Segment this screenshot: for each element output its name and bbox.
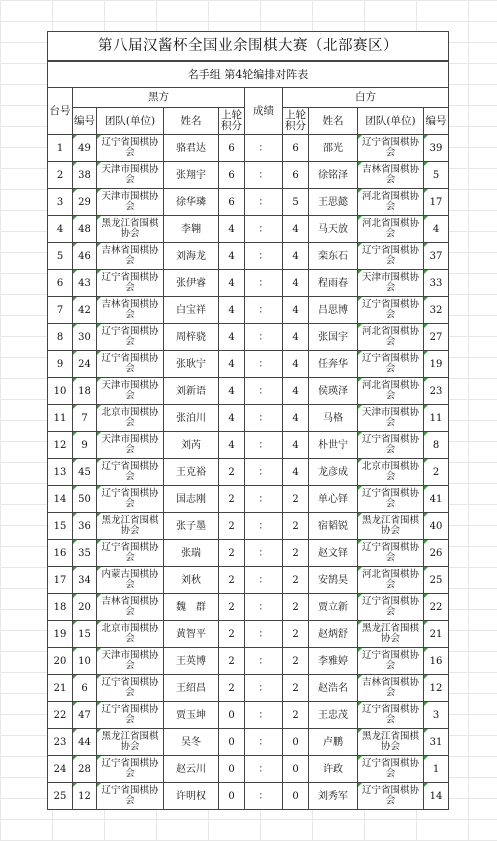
white-prev-score-cell: 2 [283, 513, 309, 540]
black-prev-score-cell: 2 [219, 486, 245, 513]
table-no-cell: 23 [48, 729, 73, 756]
black-prev-score-cell: 2 [219, 513, 245, 540]
white-prev-score-cell: 2 [283, 567, 309, 594]
result-cell: ： [245, 162, 283, 189]
table-no-cell: 20 [48, 648, 73, 675]
table-row [48, 486, 449, 513]
table-row [48, 459, 449, 486]
table-no-cell: 15 [48, 513, 73, 540]
black-name-cell: 白宝祥 [164, 297, 219, 324]
table-no-cell: 16 [48, 540, 73, 567]
white-prev-score-cell: 6 [283, 162, 309, 189]
table-row [48, 513, 449, 540]
table-row [48, 756, 449, 783]
black-number-cell: 45 [73, 459, 97, 486]
table-row [48, 162, 449, 189]
white-prev-score-cell: 4 [283, 324, 309, 351]
header-table-no: 台号 [48, 88, 73, 135]
result-cell: ： [245, 189, 283, 216]
white-number-cell: 8 [424, 432, 449, 459]
sheet-subtitle: 名手组 第4轮编排对阵表 [48, 61, 449, 88]
black-team-cell: 黑龙江省围棋协会 [97, 216, 164, 243]
white-number-cell: 37 [424, 243, 449, 270]
table-no-cell: 5 [48, 243, 73, 270]
white-prev-score-cell: 4 [283, 432, 309, 459]
black-number-cell: 47 [73, 702, 97, 729]
white-team-cell: 辽宁省围棋协会 [358, 432, 424, 459]
white-number-cell: 31 [424, 729, 449, 756]
black-prev-score-cell: 4 [219, 297, 245, 324]
black-prev-score-cell: 2 [219, 567, 245, 594]
table-no-cell: 8 [48, 324, 73, 351]
black-name-cell: 刘海龙 [164, 243, 219, 270]
white-prev-score-cell: 2 [283, 594, 309, 621]
white-prev-score-cell: 2 [283, 486, 309, 513]
result-cell: ： [245, 459, 283, 486]
white-number-cell: 33 [424, 270, 449, 297]
black-name-cell: 许明权 [164, 783, 219, 810]
black-number-cell: 48 [73, 216, 97, 243]
black-prev-score-cell: 4 [219, 270, 245, 297]
black-prev-score-cell: 2 [219, 459, 245, 486]
black-team-cell: 天津市围棋协会 [97, 189, 164, 216]
black-name-cell: 贾玉坤 [164, 702, 219, 729]
white-number-cell: 26 [424, 540, 449, 567]
black-name-cell: 王克裕 [164, 459, 219, 486]
white-prev-score-cell: 5 [283, 189, 309, 216]
white-number-cell: 25 [424, 567, 449, 594]
header-black-number: 编号 [73, 108, 97, 135]
black-team-cell: 辽宁省围棋协会 [97, 270, 164, 297]
black-number-cell: 12 [73, 783, 97, 810]
white-number-cell: 3 [424, 702, 449, 729]
white-team-cell: 辽宁省围棋协会 [358, 486, 424, 513]
white-prev-score-cell: 2 [283, 675, 309, 702]
black-prev-score-cell: 6 [219, 162, 245, 189]
header-white-number: 编号 [424, 108, 449, 135]
white-name-cell: 单心铎 [309, 486, 358, 513]
white-number-cell: 5 [424, 162, 449, 189]
black-number-cell: 35 [73, 540, 97, 567]
table-row [48, 243, 449, 270]
header-black: 黑方 [73, 88, 245, 108]
black-team-cell: 辽宁省围棋协会 [97, 324, 164, 351]
white-team-cell: 河北省围棋协会 [358, 189, 424, 216]
white-team-cell: 辽宁省围棋协会 [358, 135, 424, 162]
white-team-cell: 黑龙江省围棋协会 [358, 621, 424, 648]
result-cell: ： [245, 756, 283, 783]
white-name-cell: 马格 [309, 405, 358, 432]
white-team-cell: 辽宁省围棋协会 [358, 297, 424, 324]
white-prev-score-cell: 2 [283, 648, 309, 675]
result-cell: ： [245, 405, 283, 432]
header-black-name: 姓名 [164, 108, 219, 135]
black-number-cell: 38 [73, 162, 97, 189]
black-number-cell: 9 [73, 432, 97, 459]
black-team-cell: 辽宁省围棋协会 [97, 756, 164, 783]
white-prev-score-cell: 4 [283, 243, 309, 270]
header-white-name: 姓名 [309, 108, 358, 135]
black-number-cell: 15 [73, 621, 97, 648]
white-name-cell: 邵光 [309, 135, 358, 162]
result-cell: ： [245, 432, 283, 459]
white-team-cell: 辽宁省围棋协会 [358, 756, 424, 783]
black-team-cell: 天津市围棋协会 [97, 432, 164, 459]
black-prev-score-cell: 0 [219, 756, 245, 783]
white-team-cell: 河北省围棋协会 [358, 567, 424, 594]
white-number-cell: 14 [424, 783, 449, 810]
white-prev-score-cell: 4 [283, 270, 309, 297]
white-number-cell: 39 [424, 135, 449, 162]
black-prev-score-cell: 4 [219, 216, 245, 243]
result-cell: ： [245, 216, 283, 243]
black-number-cell: 46 [73, 243, 97, 270]
white-number-cell: 11 [424, 405, 449, 432]
black-prev-score-cell: 4 [219, 351, 245, 378]
black-name-cell: 张伊睿 [164, 270, 219, 297]
header-white: 白方 [283, 88, 449, 108]
white-number-cell: 22 [424, 594, 449, 621]
table-no-cell: 25 [48, 783, 73, 810]
black-number-cell: 43 [73, 270, 97, 297]
black-name-cell: 徐华璘 [164, 189, 219, 216]
black-number-cell: 30 [73, 324, 97, 351]
table-row [48, 216, 449, 243]
white-prev-score-cell: 4 [283, 297, 309, 324]
white-team-cell: 河北省围棋协会 [358, 216, 424, 243]
white-number-cell: 12 [424, 675, 449, 702]
black-name-cell: 张泊川 [164, 405, 219, 432]
table-row [48, 378, 449, 405]
black-name-cell: 黄智平 [164, 621, 219, 648]
result-cell: ： [245, 675, 283, 702]
black-team-cell: 辽宁省围棋协会 [97, 486, 164, 513]
black-number-cell: 42 [73, 297, 97, 324]
table-body [48, 32, 449, 810]
white-number-cell: 2 [424, 459, 449, 486]
black-name-cell: 魏 群 [164, 594, 219, 621]
white-name-cell: 马天放 [309, 216, 358, 243]
header-white-team: 团队(单位) [358, 108, 424, 135]
white-team-cell: 辽宁省围棋协会 [358, 540, 424, 567]
white-name-cell: 宿韬锐 [309, 513, 358, 540]
white-name-cell: 李雅婷 [309, 648, 358, 675]
table-row [48, 405, 449, 432]
white-team-cell: 河北省围棋协会 [358, 378, 424, 405]
black-prev-score-cell: 4 [219, 243, 245, 270]
table-no-cell: 14 [48, 486, 73, 513]
black-team-cell: 天津市围棋协会 [97, 648, 164, 675]
white-number-cell: 21 [424, 621, 449, 648]
table-no-cell: 21 [48, 675, 73, 702]
white-number-cell: 17 [424, 189, 449, 216]
header-black-prev-score: 上轮积分 [219, 108, 245, 135]
result-cell: ： [245, 702, 283, 729]
table-no-cell: 3 [48, 189, 73, 216]
table-no-cell: 13 [48, 459, 73, 486]
table-row [48, 432, 449, 459]
white-name-cell: 任奔华 [309, 351, 358, 378]
result-cell: ： [245, 540, 283, 567]
white-prev-score-cell: 2 [283, 621, 309, 648]
black-prev-score-cell: 4 [219, 378, 245, 405]
black-number-cell: 28 [73, 756, 97, 783]
result-cell: ： [245, 729, 283, 756]
table-no-cell: 4 [48, 216, 73, 243]
white-name-cell: 安鹄昊 [309, 567, 358, 594]
white-number-cell: 32 [424, 297, 449, 324]
white-prev-score-cell: 2 [283, 540, 309, 567]
table-no-cell: 17 [48, 567, 73, 594]
white-number-cell: 41 [424, 486, 449, 513]
black-number-cell: 7 [73, 405, 97, 432]
black-name-cell: 张耿宁 [164, 351, 219, 378]
black-name-cell: 李翱 [164, 216, 219, 243]
black-prev-score-cell: 6 [219, 135, 245, 162]
header-result: 成绩 [245, 88, 283, 135]
black-team-cell: 辽宁省围棋协会 [97, 702, 164, 729]
black-team-cell: 北京市围棋协会 [97, 405, 164, 432]
result-cell: ： [245, 567, 283, 594]
black-prev-score-cell: 0 [219, 783, 245, 810]
table-row [48, 189, 449, 216]
sheet-title: 第八届汉酱杯全国业余围棋大赛（北部赛区） [48, 32, 449, 62]
black-prev-score-cell: 2 [219, 540, 245, 567]
white-prev-score-cell: 6 [283, 135, 309, 162]
white-prev-score-cell: 4 [283, 351, 309, 378]
black-team-cell: 内蒙古围棋协会 [97, 567, 164, 594]
black-name-cell: 刘秋 [164, 567, 219, 594]
black-prev-score-cell: 6 [219, 189, 245, 216]
black-number-cell: 36 [73, 513, 97, 540]
black-prev-score-cell: 0 [219, 729, 245, 756]
black-team-cell: 辽宁省围棋协会 [97, 459, 164, 486]
black-team-cell: 吉林省围棋协会 [97, 297, 164, 324]
white-team-cell: 黑龙江省围棋协会 [358, 513, 424, 540]
white-name-cell: 赵炳舒 [309, 621, 358, 648]
result-cell: ： [245, 486, 283, 513]
black-number-cell: 10 [73, 648, 97, 675]
table-row [48, 621, 449, 648]
result-cell: ： [245, 648, 283, 675]
black-number-cell: 6 [73, 675, 97, 702]
black-name-cell: 刘新语 [164, 378, 219, 405]
black-number-cell: 34 [73, 567, 97, 594]
table-row [48, 729, 449, 756]
white-team-cell: 河北省围棋协会 [358, 324, 424, 351]
white-prev-score-cell: 0 [283, 783, 309, 810]
table-row [48, 351, 449, 378]
result-cell: ： [245, 513, 283, 540]
white-name-cell: 赵浩名 [309, 675, 358, 702]
table-no-cell: 9 [48, 351, 73, 378]
black-name-cell: 张翔宇 [164, 162, 219, 189]
table-no-cell: 10 [48, 378, 73, 405]
black-number-cell: 49 [73, 135, 97, 162]
black-number-cell: 20 [73, 594, 97, 621]
black-team-cell: 北京市围棋协会 [97, 621, 164, 648]
white-number-cell: 23 [424, 378, 449, 405]
result-cell: ： [245, 783, 283, 810]
table-no-cell: 24 [48, 756, 73, 783]
black-name-cell: 张子墨 [164, 513, 219, 540]
table-row [48, 675, 449, 702]
result-cell: ： [245, 594, 283, 621]
white-team-cell: 辽宁省围棋协会 [358, 594, 424, 621]
black-name-cell: 吴冬 [164, 729, 219, 756]
white-name-cell: 赵文铎 [309, 540, 358, 567]
white-name-cell: 栾东石 [309, 243, 358, 270]
table-row [48, 648, 449, 675]
white-number-cell: 16 [424, 648, 449, 675]
white-prev-score-cell: 0 [283, 756, 309, 783]
black-name-cell: 张瑞 [164, 540, 219, 567]
header-black-team: 团队(单位) [97, 108, 164, 135]
black-team-cell: 辽宁省围棋协会 [97, 351, 164, 378]
white-team-cell: 辽宁省围棋协会 [358, 702, 424, 729]
white-team-cell: 吉林省围棋协会 [358, 162, 424, 189]
black-prev-score-cell: 0 [219, 702, 245, 729]
black-team-cell: 吉林省围棋协会 [97, 243, 164, 270]
black-number-cell: 44 [73, 729, 97, 756]
white-team-cell: 吉林省围棋协会 [358, 675, 424, 702]
header-white-prev-score: 上轮积分 [283, 108, 309, 135]
table-no-cell: 6 [48, 270, 73, 297]
black-name-cell: 国志刚 [164, 486, 219, 513]
black-prev-score-cell: 2 [219, 594, 245, 621]
black-team-cell: 黑龙江省围棋协会 [97, 513, 164, 540]
white-name-cell: 刘秀军 [309, 783, 358, 810]
black-team-cell: 黑龙江省围棋协会 [97, 729, 164, 756]
pairing-table [47, 31, 449, 810]
black-prev-score-cell: 4 [219, 324, 245, 351]
black-prev-score-cell: 4 [219, 432, 245, 459]
black-prev-score-cell: 2 [219, 621, 245, 648]
black-team-cell: 天津市围棋协会 [97, 162, 164, 189]
white-prev-score-cell: 4 [283, 216, 309, 243]
white-name-cell: 卢鹏 [309, 729, 358, 756]
white-prev-score-cell: 0 [283, 729, 309, 756]
black-number-cell: 50 [73, 486, 97, 513]
white-name-cell: 徐铭泽 [309, 162, 358, 189]
white-prev-score-cell: 4 [283, 459, 309, 486]
white-number-cell: 27 [424, 324, 449, 351]
table-row [48, 594, 449, 621]
white-prev-score-cell: 2 [283, 702, 309, 729]
white-prev-score-cell: 4 [283, 378, 309, 405]
black-name-cell: 王英博 [164, 648, 219, 675]
white-team-cell: 辽宁省围棋协会 [358, 243, 424, 270]
result-cell: ： [245, 243, 283, 270]
white-team-cell: 天津市围棋协会 [358, 405, 424, 432]
white-number-cell: 40 [424, 513, 449, 540]
white-team-cell: 北京市围棋协会 [358, 459, 424, 486]
result-cell: ： [245, 378, 283, 405]
white-number-cell: 4 [424, 216, 449, 243]
white-name-cell: 朴世宁 [309, 432, 358, 459]
black-number-cell: 24 [73, 351, 97, 378]
white-name-cell: 张国宇 [309, 324, 358, 351]
table-row [48, 270, 449, 297]
white-name-cell: 程雨春 [309, 270, 358, 297]
table-row [48, 540, 449, 567]
white-team-cell: 辽宁省围棋协会 [358, 351, 424, 378]
white-name-cell: 王忠茂 [309, 702, 358, 729]
black-prev-score-cell: 2 [219, 675, 245, 702]
table-row [48, 783, 449, 810]
result-cell: ： [245, 621, 283, 648]
table-row [48, 324, 449, 351]
white-name-cell: 龙彦成 [309, 459, 358, 486]
black-prev-score-cell: 4 [219, 405, 245, 432]
white-prev-score-cell: 4 [283, 405, 309, 432]
black-team-cell: 辽宁省围棋协会 [97, 675, 164, 702]
table-no-cell: 18 [48, 594, 73, 621]
result-cell: ： [245, 324, 283, 351]
table-no-cell: 12 [48, 432, 73, 459]
result-cell: ： [245, 297, 283, 324]
white-name-cell: 王思懿 [309, 189, 358, 216]
table-row [48, 297, 449, 324]
black-number-cell: 29 [73, 189, 97, 216]
result-cell: ： [245, 351, 283, 378]
table-row [48, 135, 449, 162]
table-no-cell: 19 [48, 621, 73, 648]
black-name-cell: 骆君达 [164, 135, 219, 162]
black-prev-score-cell: 2 [219, 648, 245, 675]
black-name-cell: 周梓骁 [164, 324, 219, 351]
black-team-cell: 吉林省围棋协会 [97, 594, 164, 621]
table-row [48, 567, 449, 594]
table-no-cell: 22 [48, 702, 73, 729]
white-number-cell: 1 [424, 756, 449, 783]
black-name-cell: 赵云川 [164, 756, 219, 783]
black-team-cell: 辽宁省围棋协会 [97, 135, 164, 162]
table-row [48, 702, 449, 729]
table-no-cell: 7 [48, 297, 73, 324]
black-name-cell: 刘芮 [164, 432, 219, 459]
white-name-cell: 侯瑛泽 [309, 378, 358, 405]
result-cell: ： [245, 270, 283, 297]
white-team-cell: 辽宁省围棋协会 [358, 648, 424, 675]
white-team-cell: 黑龙江省围棋协会 [358, 729, 424, 756]
black-team-cell: 辽宁省围棋协会 [97, 540, 164, 567]
result-cell: ： [245, 135, 283, 162]
white-name-cell: 许政 [309, 756, 358, 783]
white-team-cell: 天津市围棋协会 [358, 270, 424, 297]
black-team-cell: 辽宁省围棋协会 [97, 783, 164, 810]
white-name-cell: 贾立新 [309, 594, 358, 621]
table-no-cell: 11 [48, 405, 73, 432]
black-name-cell: 王绍昌 [164, 675, 219, 702]
black-number-cell: 18 [73, 378, 97, 405]
table-no-cell: 1 [48, 135, 73, 162]
black-team-cell: 天津市围棋协会 [97, 378, 164, 405]
white-number-cell: 19 [424, 351, 449, 378]
white-team-cell: 辽宁省围棋协会 [358, 783, 424, 810]
white-name-cell: 吕思博 [309, 297, 358, 324]
table-no-cell: 2 [48, 162, 73, 189]
